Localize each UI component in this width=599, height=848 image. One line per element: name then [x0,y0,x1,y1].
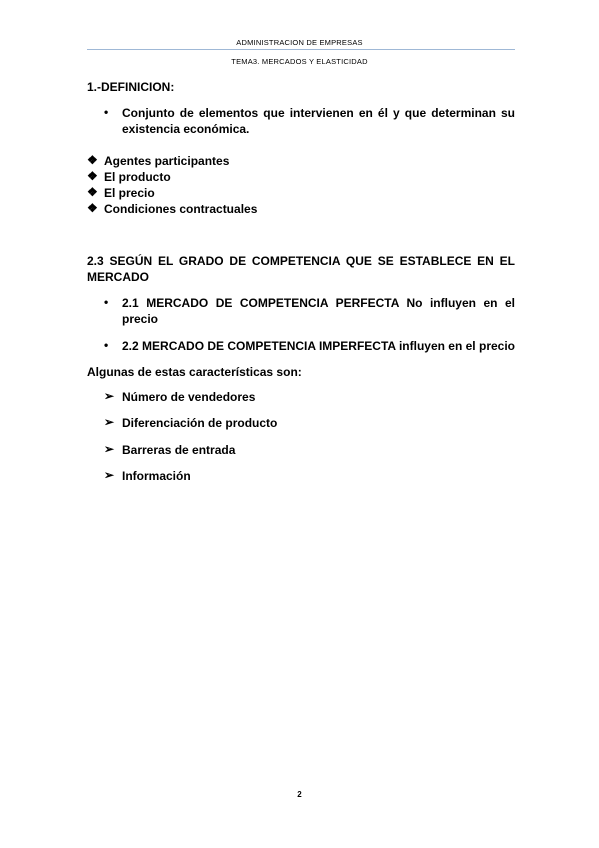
bullet1-line-2: precio [122,312,159,326]
list-item: Barreras de entrada [122,443,236,457]
diamond-bullet-icon: ❖ [87,169,98,183]
arrow-bullet-icon: ➢ [104,415,115,429]
definition-line-1: Conjunto de elementos que intervienen en él y que determinan su [122,106,515,120]
section1-heading: 1.-DEFINICION: [87,80,175,94]
header-subtitle: TEMA3. MERCADOS Y ELASTICIDAD [231,57,368,66]
list-item: Número de vendedores [122,390,256,404]
arrow-bullet-icon: ➢ [104,389,115,403]
diamond-bullet-icon: ❖ [87,153,98,167]
header-divider [87,49,515,50]
page-number: 2 [297,790,302,799]
list-item: Información [122,469,191,483]
definition-line-2: existencia económica. [122,122,250,136]
arrow-bullet-icon: ➢ [104,442,115,456]
bullet2-text: 2.2 MERCADO DE COMPETENCIA IMPERFECTA influyen en el precio [122,339,515,353]
list-item: Agentes participantes [104,154,230,168]
arrow-bullet-icon: ➢ [104,468,115,482]
bullet-dot-icon: • [104,338,109,352]
diamond-bullet-icon: ❖ [87,185,98,199]
bullet-dot-icon: • [104,105,109,119]
list-item: Diferenciación de producto [122,416,278,430]
list-item: El producto [104,170,171,184]
header-title: ADMINISTRACION DE EMPRESAS [236,38,363,47]
bullet-dot-icon: • [104,295,109,309]
section2-heading-line-2: MERCADO [87,270,149,284]
diamond-bullet-icon: ❖ [87,201,98,215]
bullet1-line-1: 2.1 MERCADO DE COMPETENCIA PERFECTA No influyen en el [122,296,515,310]
characteristics-intro: Algunas de estas características son: [87,365,302,379]
section2-heading-line-1: 2.3 SEGÚN EL GRADO DE COMPETENCIA QUE SE ESTABLECE EN EL [87,254,515,268]
list-item: Condiciones contractuales [104,202,258,216]
list-item: El precio [104,186,155,200]
